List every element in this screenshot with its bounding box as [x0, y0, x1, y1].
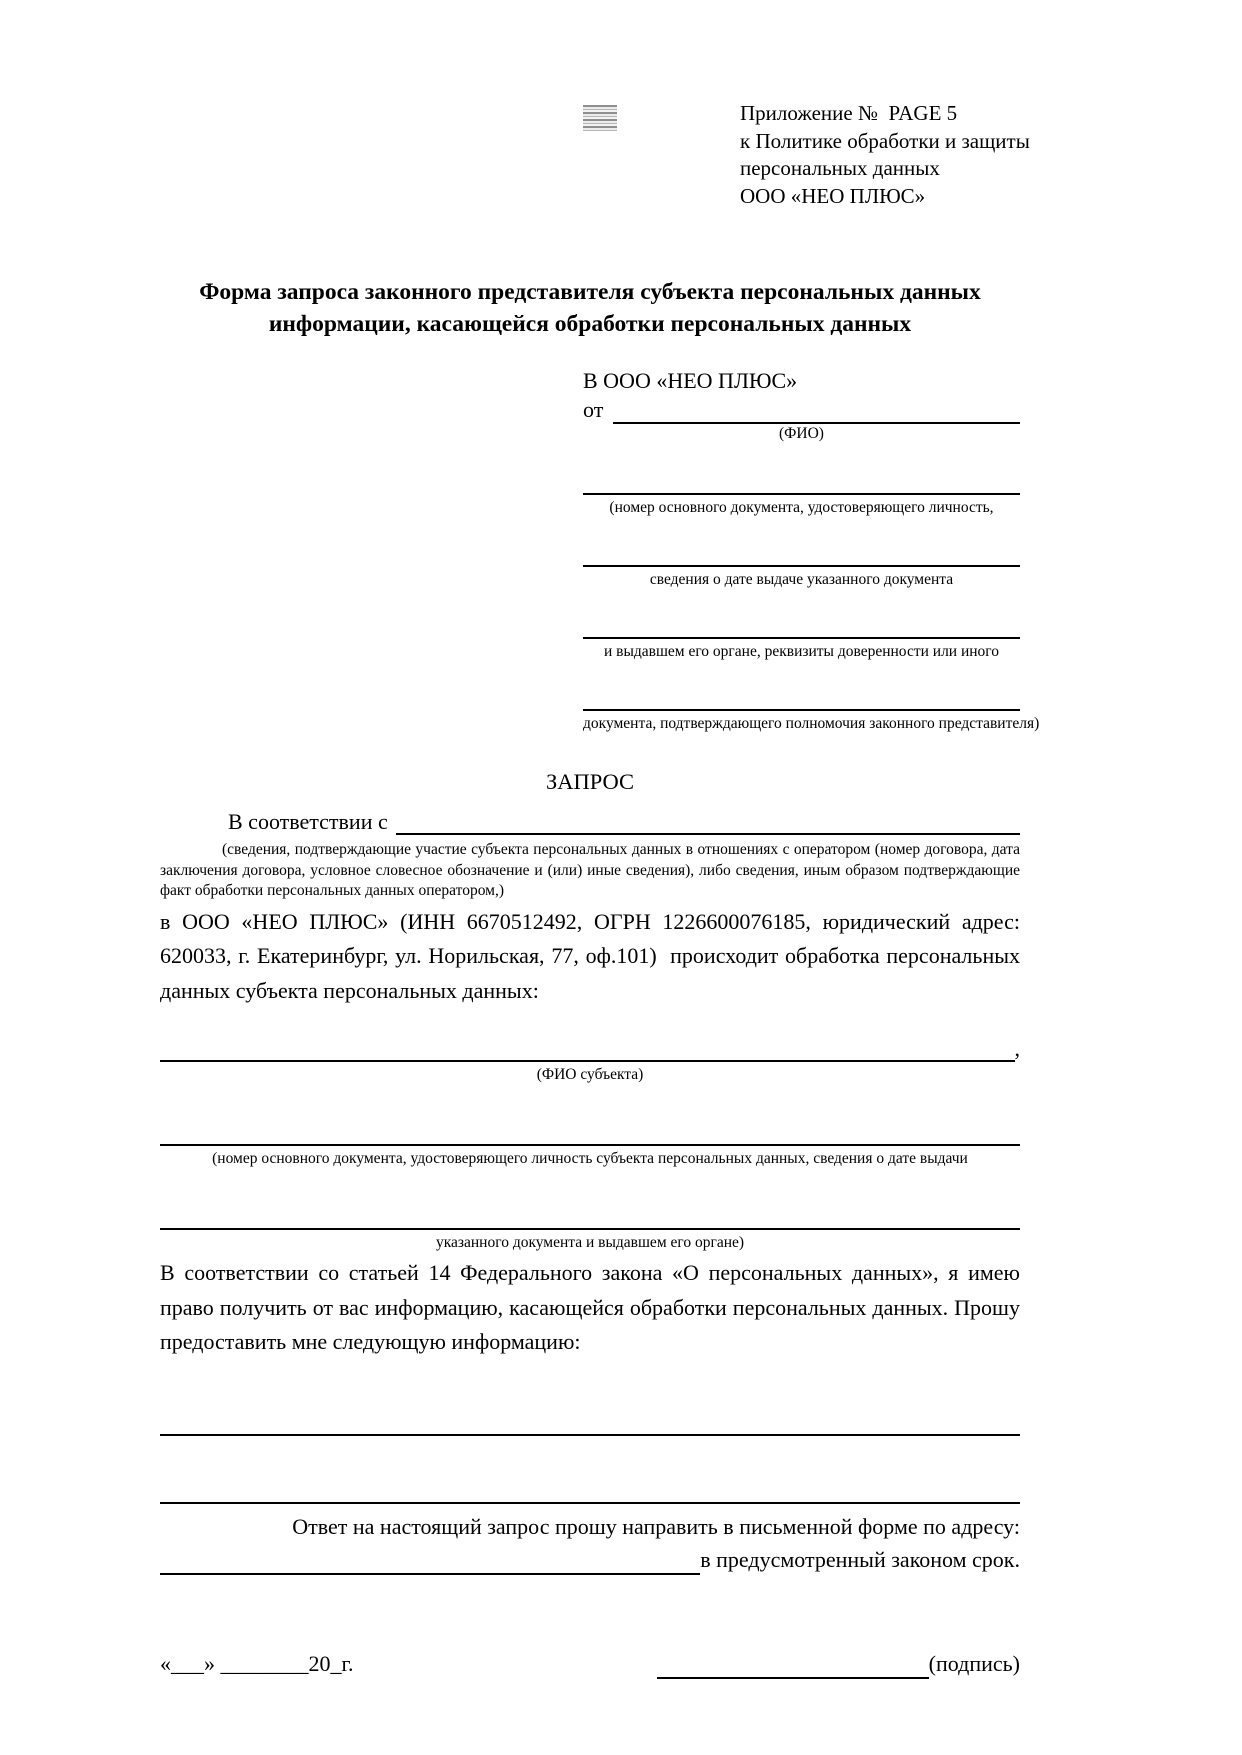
document-header [160, 0, 1030, 228]
subject-fio-row [160, 1034, 1020, 1062]
subject-trailing-comma: , [1014, 1036, 1020, 1061]
subject-fio-blank-line [160, 1034, 1015, 1062]
accordance-prefix: В соответствии с [228, 809, 388, 834]
issuer-caption: и выдавшем его органе, реквизиты доверенности или иного [603, 643, 1000, 660]
company-line: ООО «НЕО ПЛЮС» [740, 183, 926, 208]
signature-group [657, 1649, 1020, 1679]
appendix-block [740, 100, 1030, 210]
appendix-line: Приложение № PAGE 5 [740, 101, 958, 125]
authority-caption: документа, подтверждающего полномочия законного представителя) [583, 715, 1040, 732]
doc-number-caption: (номер основного документа, удостоверяющего личность, [609, 499, 994, 516]
field-code-icon [583, 105, 617, 131]
request-heading: ЗАПРОС [545, 769, 635, 794]
from-prefix: от [583, 397, 604, 422]
authority-blank-line [583, 683, 1020, 711]
policy-line-2: персональных данных [740, 156, 940, 180]
document-title [160, 276, 1020, 340]
reply-address-row [160, 1545, 1020, 1575]
addressee-block [583, 366, 1040, 733]
subject-doc-caption-1: (номер основного документа, удостоверяющего личность субъекта персональных данных, сведения о дате выдачи [212, 1150, 968, 1167]
accordance-row [160, 809, 1020, 835]
date-line: «___» ________20_г. [160, 1650, 354, 1676]
reply-address-blank-line [160, 1549, 700, 1575]
addressee-company: В ООО «НЕО ПЛЮС» [583, 368, 798, 393]
subject-doc-blank-line [160, 1118, 1020, 1146]
accordance-note: (сведения, подтверждающие участие субъекта персональных данных в отношениях с оператором (номер договора, дата заключения договора, условное словесное обозначение и (или) иные сведения), либо сведения, иным образом подтверждающие факт обработки персональных данных оператором,) [160, 841, 1020, 899]
subject-doc-caption-2: указанного документа и выдавшем его органе) [435, 1234, 745, 1251]
policy-line-1: к Политике обработки и защиты [740, 128, 1030, 153]
reply-instruction: Ответ на настоящий запрос прошу направить в письменной форме по адресу: [292, 1513, 1020, 1539]
subject-fio-caption: (ФИО субъекта) [536, 1066, 644, 1083]
doc-number-blank-line [583, 467, 1020, 495]
issuer-blank-line [583, 611, 1020, 639]
document-body [160, 0, 1040, 1679]
accordance-blank-line [396, 809, 1020, 835]
operator-paragraph: в ООО «НЕО ПЛЮС» (ИНН 6670512492, ОГРН 1226600076185, юридический адрес: 620033, г. Екатеринбург, ул. Норильская, 77, оф.101) происходит обработка персональных данных субъекта персональных данных: [160, 908, 1020, 1003]
info-blank-line-1 [160, 1408, 1020, 1436]
signature-blank-line [657, 1653, 929, 1679]
issue-date-caption: сведения о дате выдаче указанного документа [649, 571, 954, 588]
subject-doc-blank-line-2 [160, 1202, 1020, 1230]
document-title-line-2: информации, касающейся обработки персональных данных [268, 311, 912, 337]
fio-caption: (ФИО) [779, 425, 824, 442]
document-title-line-1: Форма запроса законного представителя субъекта персональных данных [199, 279, 981, 305]
info-blank-line-2 [160, 1476, 1020, 1504]
law-paragraph: В соответствии со статьей 14 Федерального закона «О персональных данных», я имею право получить от вас информацию, касающейся обработки персональных данных. Прошу предоставить мне следующую информацию: [160, 1260, 1020, 1354]
issue-date-blank-line [583, 539, 1020, 567]
signature-caption: (подпись) [928, 1650, 1020, 1676]
from-row [583, 396, 1020, 424]
reply-suffix: в предусмотренный законом срок. [700, 1546, 1020, 1572]
fio-blank-line [613, 398, 1020, 424]
footer-row [160, 1649, 1020, 1679]
